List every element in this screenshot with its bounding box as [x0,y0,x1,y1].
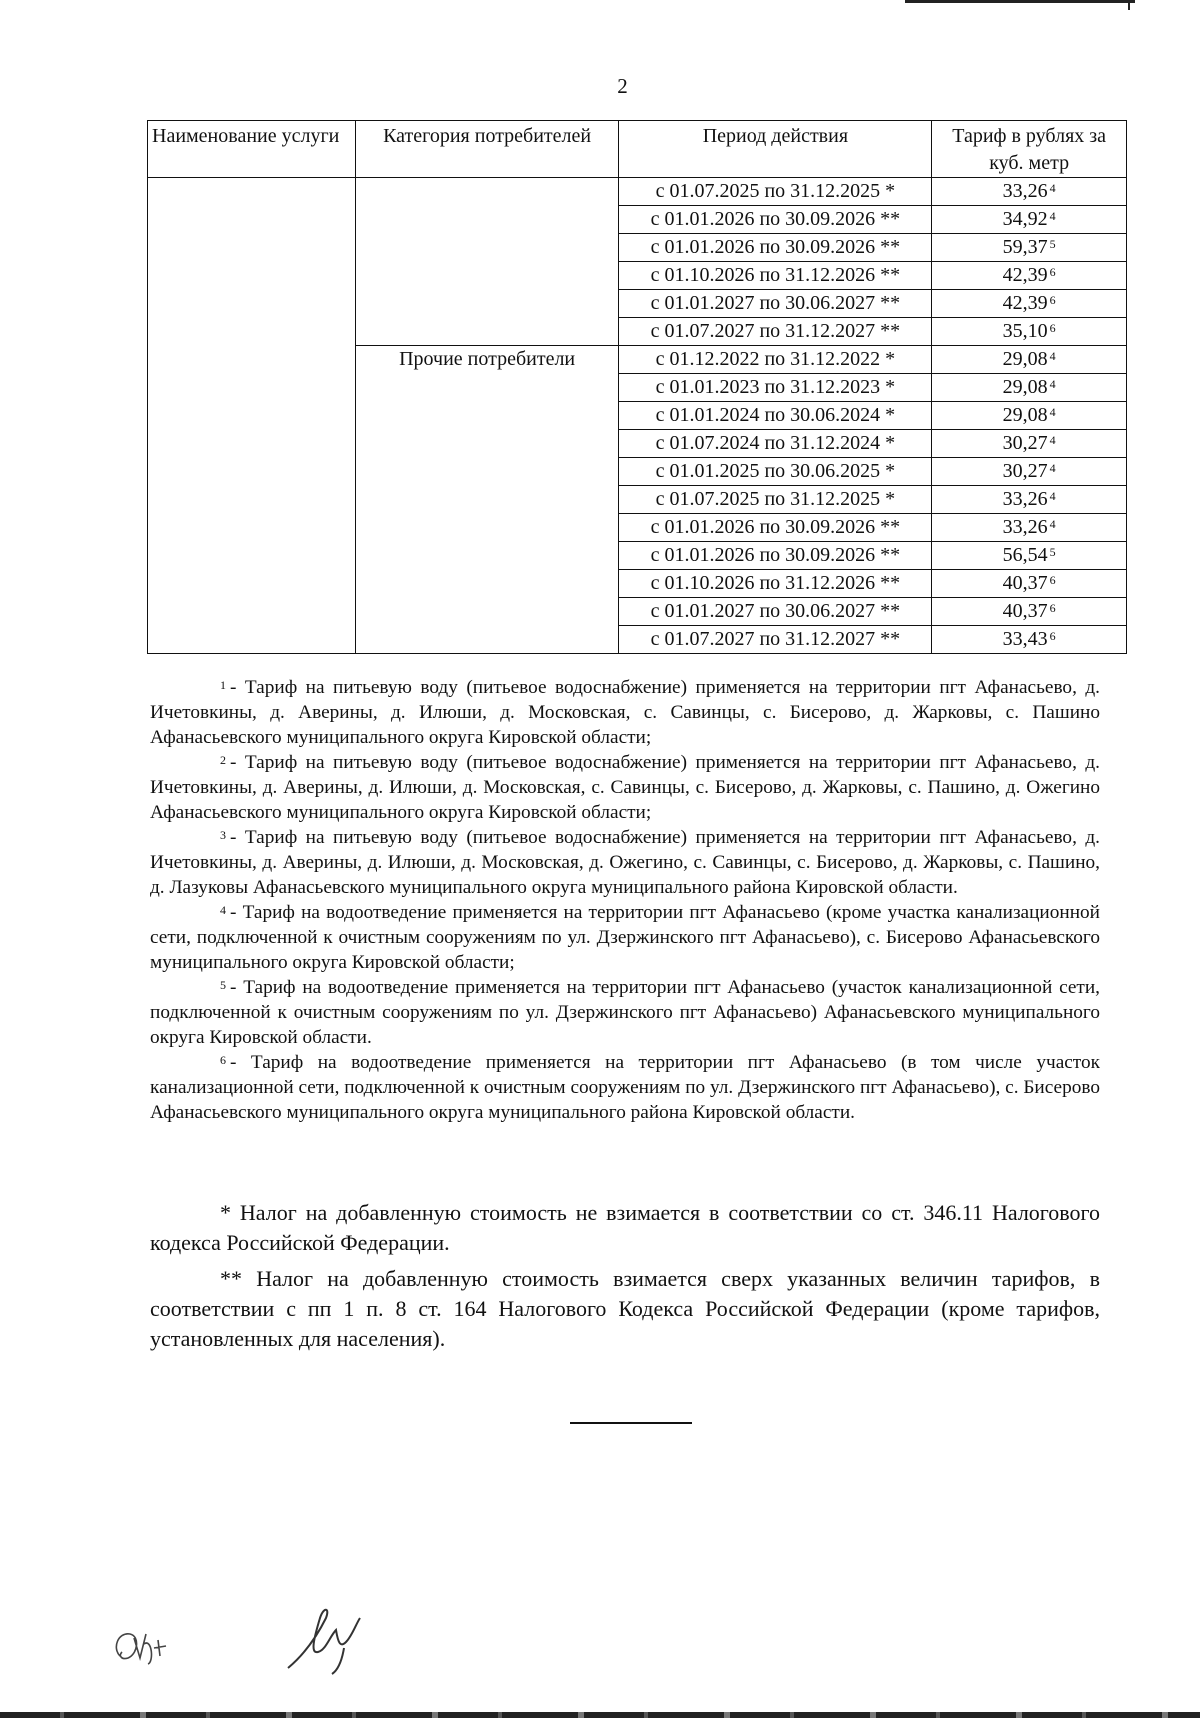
tariff-footnote-mark: 5 [1049,237,1056,251]
period-cell: с 01.01.2026 по 30.09.2026 ** [619,206,932,234]
tariff-footnote-mark: 6 [1049,573,1056,587]
tariff-value: 59,37 [1002,236,1048,258]
footnote-mark: 2 [220,753,226,767]
footnote-mark: 3 [220,828,226,842]
footnote-text: - Тариф на водоотведение применяется на территории пгт Афанасьево (участок канализационной сети, подключенной к очистным сооружениям по ул. Дзержинского пгт Афанасьево) Афанасьевского муниципального округа Кировской области. [150,977,1100,1048]
footnote [150,750,1100,825]
tariff-value: 56,54 [1002,544,1048,566]
tariff-cell [932,234,1127,262]
header-tariff [932,121,1127,178]
scan-top-edge-line [905,0,1135,3]
footnote-text: - Тариф на питьевую воду (питьевое водоснабжение) применяется на территории пгт Афанасьево, д. Ичетовкины, д. Аверины, д. Илюши, д. Московская, д. Ожегино, с. Савинцы, с. Бисерово, д. Жарковы, с. Пашино, д. Лазуковы Афанасьевского муниципального округа муниципального района Кировской области. [150,827,1100,898]
period-cell: с 01.01.2024 по 30.06.2024 * [619,402,932,430]
footnote-mark: 5 [220,978,226,992]
tariff-cell [932,290,1127,318]
tariff-cell [932,346,1127,374]
vat-notes [150,1198,1100,1360]
period-cell: с 01.07.2025 по 31.12.2025 * [619,178,932,206]
tariff-value: 42,39 [1002,292,1048,314]
period-cell: с 01.12.2022 по 31.12.2022 * [619,346,932,374]
tariff-footnote-mark: 4 [1049,461,1056,475]
footnote [150,825,1100,900]
vat-note: ** Налог на добавленную стоимость взимается сверх указанных величин тарифов, в соответствии с пп 1 п. 8 ст. 164 Налогового Кодекса Российской Федерации (кроме тарифов, установленных для населения). [150,1266,1100,1351]
tariff-value: 29,08 [1002,404,1048,426]
handwritten-signature [280,1598,390,1678]
footnote-mark: 4 [220,903,226,917]
table-row [148,178,1127,206]
period-cell: с 01.01.2027 по 30.06.2027 ** [619,290,932,318]
tariff-footnote-mark: 5 [1049,545,1056,559]
tariff-value: 33,26 [1002,180,1048,202]
tariff-value: 35,10 [1002,320,1048,342]
service-cell [148,178,356,654]
period-cell: с 01.10.2026 по 31.12.2026 ** [619,570,932,598]
tariff-cell [932,178,1127,206]
header-tariff-line1: Тариф в рублях за [952,125,1107,147]
period-cell: с 01.01.2023 по 31.12.2023 * [619,374,932,402]
tariff-footnote-mark: 4 [1049,209,1056,223]
tariff-cell [932,206,1127,234]
tariff-value: 33,26 [1002,488,1048,510]
tariff-cell [932,542,1127,570]
tariff-footnote-mark: 6 [1049,629,1056,643]
period-cell: с 01.10.2026 по 31.12.2026 ** [619,262,932,290]
footnote [150,900,1100,975]
period-cell: с 01.01.2026 по 30.09.2026 ** [619,234,932,262]
period-cell: с 01.01.2025 по 30.06.2025 * [619,458,932,486]
tariff-cell [932,430,1127,458]
footnote [150,1050,1100,1125]
tariff-footnote-mark: 4 [1049,405,1056,419]
footnote-text: - Тариф на питьевую воду (питьевое водоснабжение) применяется на территории пгт Афанасьево, д. Ичетовкины, д. Аверины, д. Илюши, д. Московская, с. Савинцы, с. Бисерово, д. Жарковы, с. Пашино, д. Ожегино Афанасьевского муниципального округа Кировской области; [150,752,1100,823]
tariff-value: 30,27 [1002,432,1048,454]
tariff-footnote-mark: 6 [1049,293,1056,307]
tariff-value: 29,08 [1002,348,1048,370]
footnote-mark: 1 [220,678,226,692]
header-period: Период действия [619,121,932,178]
vat-note: * Налог на добавленную стоимость не взимается в соответствии со ст. 346.11 Налогового кодекса Российской Федерации. [150,1200,1100,1255]
scan-bottom-edge-line [0,1712,1200,1718]
tariff-footnote-mark: 6 [1049,265,1056,279]
period-cell: с 01.07.2027 по 31.12.2027 ** [619,626,932,654]
tariff-cell [932,458,1127,486]
tariff-table [147,120,1127,654]
header-service: Наименование услуги [148,121,356,178]
footnote [150,675,1100,750]
table-header-row [148,121,1127,178]
tariff-value: 34,92 [1002,208,1048,230]
footnote-text: - Тариф на водоотведение применяется на территории пгт Афанасьево (в том числе участок канализационной сети, подключенной к очистным сооружениям по ул. Дзержинского пгт Афанасьево), с. Бисерово Афанасьевского муниципального округа муниципального района Кировской области. [150,1052,1100,1123]
category-cell-previous [355,178,619,346]
initials-signature [110,1618,190,1673]
footnote-mark: 6 [220,1053,226,1067]
tariff-footnote-mark: 4 [1049,489,1056,503]
tariff-value: 40,37 [1002,572,1048,594]
end-of-document-rule [570,1422,692,1424]
tariff-footnote-mark: 4 [1049,349,1056,363]
period-cell: с 01.01.2026 по 30.09.2026 ** [619,514,932,542]
tariff-footnote-mark: 4 [1049,181,1056,195]
tariff-footnote-mark: 4 [1049,433,1056,447]
header-category: Категория потребителей [355,121,619,178]
tariff-value: 42,39 [1002,264,1048,286]
tariff-cell [932,486,1127,514]
footnote-text: - Тариф на водоотведение применяется на территории пгт Афанасьево (кроме участка канализационной сети, подключенной к очистным сооружениям по ул. Дзержинского пгт Афанасьево), с. Бисерово Афанасьевского муниципального округа Кировской области; [150,902,1100,973]
tariff-value: 40,37 [1002,600,1048,622]
tariff-cell [932,262,1127,290]
tariff-value: 29,08 [1002,376,1048,398]
scan-top-edge-mark [1128,0,1130,10]
tariff-cell [932,514,1127,542]
page-number: 2 [617,74,628,98]
tariff-value: 33,26 [1002,516,1048,538]
tariff-cell [932,318,1127,346]
period-cell: с 01.07.2024 по 31.12.2024 * [619,430,932,458]
footnotes [150,675,1100,1125]
tariff-value: 33,43 [1002,628,1048,650]
tariff-footnote-mark: 6 [1049,601,1056,615]
period-cell: с 01.01.2027 по 30.06.2027 ** [619,598,932,626]
period-cell: с 01.01.2026 по 30.09.2026 ** [619,542,932,570]
header-tariff-line2: куб. метр [989,152,1070,174]
tariff-footnote-mark: 6 [1049,321,1056,335]
footnote-text: - Тариф на питьевую воду (питьевое водоснабжение) применяется на территории пгт Афанасьево, д. Ичетовкины, д. Аверины, д. Илюши, д. Московская, с. Савинцы, с. Бисерово, д. Жарковы, с. Пашино Афанасьевского муниципального округа Кировской области; [150,677,1100,748]
tariff-cell [932,598,1127,626]
period-cell: с 01.07.2027 по 31.12.2027 ** [619,318,932,346]
tariff-footnote-mark: 4 [1049,377,1056,391]
tariff-cell [932,626,1127,654]
tariff-cell [932,402,1127,430]
period-cell: с 01.07.2025 по 31.12.2025 * [619,486,932,514]
footnote [150,975,1100,1050]
tariff-footnote-mark: 4 [1049,517,1056,531]
tariff-cell [932,570,1127,598]
tariff-cell [932,374,1127,402]
category-cell-other-consumers: Прочие потребители [355,346,619,654]
tariff-value: 30,27 [1002,460,1048,482]
